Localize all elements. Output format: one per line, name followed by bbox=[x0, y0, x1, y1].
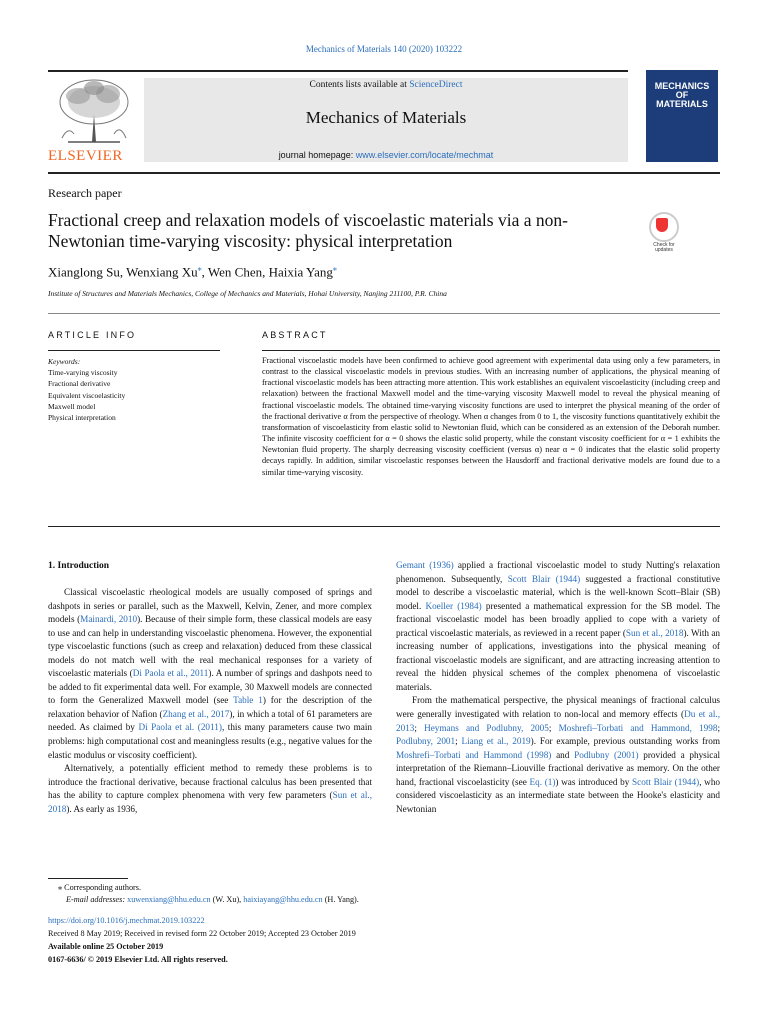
citation-link[interactable]: Podlubny, 2001 bbox=[396, 736, 456, 747]
citation-link[interactable]: Zhang et al., 2017 bbox=[162, 708, 230, 719]
citation-link[interactable]: Du et al., 2013 bbox=[396, 709, 720, 733]
keyword-item: Maxwell model bbox=[48, 401, 96, 411]
citation-link[interactable]: Sun et al., 2018 bbox=[48, 790, 372, 814]
citation-link[interactable]: Gemant (1936) bbox=[396, 560, 454, 570]
elsevier-logo bbox=[48, 76, 140, 166]
keyword-item: Fractional derivative bbox=[48, 379, 111, 389]
contents-prefix: Contents lists available at bbox=[309, 80, 410, 90]
doi-link[interactable]: https://doi.org/10.1016/j.mechmat.2019.103222 bbox=[48, 916, 205, 925]
abstract-heading: ABSTRACT bbox=[262, 330, 328, 340]
author-list bbox=[48, 264, 337, 280]
corresponding-mark[interactable]: ⁎ bbox=[197, 264, 202, 273]
keywords-list bbox=[48, 356, 220, 423]
email-link[interactable]: xuwenxiang@hhu.edu.cn bbox=[127, 895, 211, 904]
keyword-item: Physical interpretation bbox=[48, 413, 116, 423]
citation-link[interactable]: Moshrefi–Torbati and Hammond (1998) bbox=[396, 749, 552, 760]
available-online: Available online 25 October 2019 bbox=[48, 942, 164, 951]
homepage-link[interactable]: www.elsevier.com/locate/mechmat bbox=[355, 150, 494, 160]
email-link[interactable]: haixiayang@hhu.edu.cn bbox=[243, 895, 323, 904]
author-name: , Wen Chen, bbox=[201, 264, 269, 280]
body-paragraph: From the mathematical perspective, the physical meanings of fractional calculus were generally investigated with relation to non-local and memory effects (Du et al., 2013; Heymans and Podlubny, 2005; Moshrefi–Torbati and Hammond, 1998; Podlubny, 2001; Liang et al., 2019). For example, previous outstanding works from Moshrefi–Torbati and Hammond (1998) and Podlubny (2001) provided a physical interpretation of the Riemann–Liouville fractional derivative as memory. On the other hand, fractional viscoelasticity (see Eq. (1)) was introduced by Scott Blair (1944), who considered viscoelasticity as an intermediate state between the Hooke's elasticity and Newtonian bbox=[396, 695, 721, 814]
received-dates: Received 8 May 2019; Received in revised form 22 October 2019; Accepted 23 October 2019 bbox=[48, 929, 356, 938]
contents-line bbox=[144, 80, 628, 90]
citation-link[interactable]: Di Paola et al. (2011) bbox=[138, 722, 222, 733]
sciencedirect-link[interactable]: ScienceDirect bbox=[409, 80, 463, 90]
affiliation: Institute of Structures and Materials Mechanics, College of Mechanics and Materials, Hohai University, Nanjing 211100, P.R. China bbox=[48, 289, 447, 298]
body-paragraph: Classical viscoelastic rheological models are usually composed of springs and dashpots in series or parallel, such as the Maxwell, Kelvin, Zener, and more complex models (Mainardi, 2010). Because of their simple form, these classical models are easy to use and can help in understanding viscoelastic phenomena. However, the exponential type viscoelastic functions (such as creep and relaxation) deduced from these classical models do not match well with the real mechanical responses for a variety of viscoelastic materials (Di Paola et al., 2011). A number of springs and dashpots need to be added to fit experimental data well. For example, 30 Maxwell models are connected to form the Generalized Maxwell model (see Table 1) for the description of the relaxation behavior of Nafion (Zhang et al., 2017), in which a total of 61 parameters are needed. As claimed by Di Paola et al. (2011), this many parameters cause two main problems: high computational cost and meaningless results (e.g., negative values for the elastic modulus or viscosity coefficient). bbox=[48, 587, 373, 760]
header-bottom-rule bbox=[48, 172, 720, 174]
author-name: Xianglong Su, bbox=[48, 264, 127, 280]
citation-link[interactable]: Scott Blair (1944) bbox=[632, 776, 700, 787]
homepage-prefix: journal homepage: bbox=[278, 150, 356, 160]
section-title: 1. Introduction bbox=[48, 561, 110, 571]
citation-link[interactable]: Liang et al., 2019 bbox=[461, 736, 531, 747]
email-footnote: E-mail addresses: xuwenxiang@hhu.edu.cn (W. Xu), haixiayang@hhu.edu.cn (H. Yang). bbox=[66, 895, 359, 904]
citation-link[interactable]: Mainardi, 2010 bbox=[80, 614, 138, 625]
author-name: Haixia Yang bbox=[268, 264, 333, 280]
cover-line-3: MATERIALS bbox=[656, 99, 708, 109]
copyright: 0167-6636/ © 2019 Elsevier Ltd. All rights reserved. bbox=[48, 955, 228, 964]
article-info-heading: ARTICLE INFO bbox=[48, 330, 137, 340]
homepage-line bbox=[144, 150, 628, 160]
author-name: Wenxiang Xu bbox=[126, 264, 198, 280]
body-paragraph: Gemant (1936) applied a fractional viscoelastic model to study Nutting's relaxation phenomenon. Subsequently, Scott Blair (1944) suggested a fractional constitutive model to describe a viscoelastic material, which is the well-known Scott–Blair (SB) model. Koeller (1984) presented a mathematical expression for the SB model. The fractional viscoelastic model has been broadly applied to cope with a variety of practical viscoelastic materials, as reviewed in a recent paper (Sun et al., 2018). With an increasing number of applications, investigations into the physical meaning of fractional viscoelastic models are significant, and are attracting increasing attention to reveal the hidden physical schemes of the complex phenomena of viscoelastic materials. bbox=[396, 560, 720, 692]
citation-link[interactable]: Di Paola et al., 2011 bbox=[132, 668, 209, 679]
table-link[interactable]: Table 1 bbox=[233, 695, 263, 706]
body-column-right bbox=[396, 559, 720, 816]
crossmark-label: Check for updates bbox=[653, 242, 675, 253]
journal-banner bbox=[144, 78, 628, 162]
crossmark-button[interactable] bbox=[646, 212, 682, 252]
header-top-rule bbox=[48, 70, 628, 72]
abstract-rule-top bbox=[262, 350, 720, 351]
crossmark-icon bbox=[649, 212, 679, 242]
article-type: Research paper bbox=[48, 186, 122, 200]
journal-cover[interactable] bbox=[646, 70, 718, 162]
abstract-text: Fractional viscoelastic models have been confirmed to achieve good agreement with experimental data using only a few parameters, in contrast to the classical viscoelastic models in previous studies. With an increasing number of applications, the physical meaning of fractional viscoelastic models has been attracting more attention. This work establishes an equivalent viscoelasticity (including creep and relaxation) between the fractional Maxwell model and the time-varying viscosity Maxwell model to reveal the physical meaning of fractional viscoelastic models. The obtained time-varying viscosity functions are used to interpret the physical meaning of the order of the fractional derivative α from the perspective of rheology. When α changes from 0 to 1, the viscosity functions quantitatively exhibit the transformation of viscoelasticity from elastic solid to Newtonian fluid, which can be considered as an extension of the Deborah number. The infinite viscosity coefficient for α = 0 shows the elastic solid property, while the constant viscosity coefficient for α = 1 exhibits the Newtonian fluid property. The sharply decreasing viscosity coefficient (versus α) near α = 0 indicates that the elastic solid property decays rapidly. In addition, similar viscoelastic responses between the Hausdorff and fractional derivative models are found due to a similar time-varying viscosity. bbox=[262, 356, 720, 477]
journal-reference[interactable]: Mechanics of Materials 140 (2020) 103222 bbox=[305, 44, 463, 54]
email-label: E-mail addresses: bbox=[66, 895, 128, 904]
citation-link[interactable]: Scott Blair (1944) bbox=[507, 573, 581, 584]
citation-link[interactable]: Heymans and Podlubny, 2005 bbox=[424, 722, 549, 733]
footnote-rule bbox=[48, 878, 128, 879]
info-top-rule bbox=[48, 313, 720, 314]
citation-link[interactable]: Podlubny (2001) bbox=[574, 749, 639, 760]
corresponding-mark[interactable]: ⁎ bbox=[332, 264, 337, 273]
keyword-item: Equivalent viscoelasticity bbox=[48, 390, 126, 400]
corresponding-footnote: ⁎ Corresponding authors. bbox=[58, 883, 142, 892]
cover-line-2: OF bbox=[675, 90, 689, 100]
info-rule bbox=[48, 350, 220, 351]
journal-title: Mechanics of Materials bbox=[305, 108, 467, 127]
keywords-label: Keywords: bbox=[48, 357, 81, 366]
body-column-left bbox=[48, 586, 372, 816]
cover-line-1: MECHANICS bbox=[654, 81, 710, 91]
body-paragraph: Alternatively, a potentially efficient method to remedy these problems is to introduce the fractional derivative, because fractional calculus has been presented that has the ability to capture complex phenomena with very few parameters (Sun et al., 2018). As early as 1936, bbox=[48, 763, 372, 814]
abstract-bottom-rule bbox=[48, 526, 720, 527]
elsevier-tree-icon bbox=[48, 76, 140, 146]
citation-link[interactable]: Sun et al., 2018 bbox=[625, 627, 684, 638]
equation-link[interactable]: Eq. (1) bbox=[529, 776, 556, 787]
article-title: Fractional creep and relaxation models of viscoelastic materials via a non-Newtonian time-varying viscosity: physical interpretation bbox=[48, 210, 568, 251]
citation-link[interactable]: Moshrefi–Torbati and Hammond, 1998 bbox=[558, 722, 718, 733]
keyword-item: Time-varying viscosity bbox=[48, 368, 118, 378]
publisher-wordmark: ELSEVIER bbox=[48, 148, 123, 164]
citation-link[interactable]: Koeller (1984) bbox=[425, 600, 482, 611]
